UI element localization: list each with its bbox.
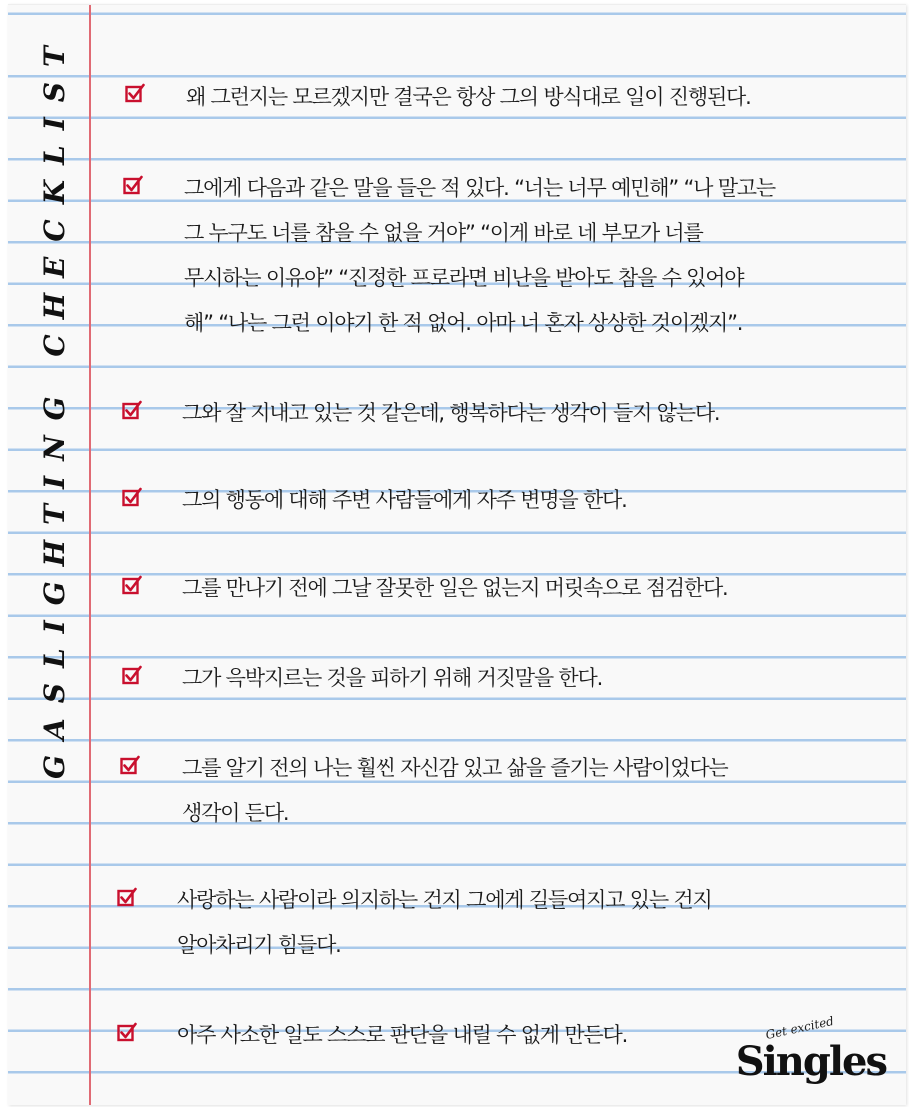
checkbox-checked-icon <box>120 755 140 775</box>
checklist-item-text: 왜 그런지는 모르겠지만 결국은 항상 그의 방식대로 일이 진행된다. <box>186 85 751 109</box>
checkbox-checked-icon <box>125 83 145 103</box>
checkbox-checked-icon <box>122 665 142 685</box>
margin-line <box>89 5 91 1105</box>
checkbox-checked-icon <box>122 400 142 420</box>
logo-tagline: Get excited <box>763 1013 835 1043</box>
checkbox-checked-icon <box>122 487 142 507</box>
checklist-item-text: 그의 행동에 대해 주변 사람들에게 자주 변명을 한다. <box>182 488 627 512</box>
checklist-item-text: 그에게 다음과 같은 말을 들은 적 있다. “너는 너무 예민해” “나 말고는 그 누구도 너를 참을 수 없을 거야” “이게 바로 네 부모가 너를 무시하는 이유야” “진정한 프로라면 비난을 받아도 참을 수 있어야 해” “나는 그런 이야기 한 적 없어. 아마 너 혼자 상상한 것이겠지”. <box>184 176 775 335</box>
logo-wordmark: Singles <box>735 1038 886 1085</box>
checklist-item-text: 그를 알기 전의 나는 훨씬 자신감 있고 삶을 즐기는 사람이었다는 생각이 든다. <box>182 756 728 825</box>
checkbox-checked-icon <box>117 887 137 907</box>
checklist-item-text: 그와 잘 지내고 있는 것 같은데, 행복하다는 생각이 들지 않는다. <box>182 401 720 425</box>
checklist-title: GASLIGHTING CHECKLIST <box>37 31 71 779</box>
checkbox-checked-icon <box>123 175 143 195</box>
checklist-item-text: 그를 만나기 전에 그날 잘못한 일은 없는지 머릿속으로 점검한다. <box>182 576 728 600</box>
checkbox-checked-icon <box>122 575 142 595</box>
notebook-page <box>8 4 906 1105</box>
singles-logo <box>735 1013 886 1085</box>
checkbox-checked-icon <box>117 1022 137 1042</box>
checklist-item-text: 그가 윽박지르는 것을 피하기 위해 거짓말을 한다. <box>182 666 603 690</box>
checklist-item-text: 아주 사소한 일도 스스로 판단을 내릴 수 없게 만든다. <box>177 1023 628 1047</box>
checklist-item-text: 사랑하는 사람이라 의지하는 건지 그에게 길들여지고 있는 건지 알아차리기 힘들다. <box>177 888 712 957</box>
